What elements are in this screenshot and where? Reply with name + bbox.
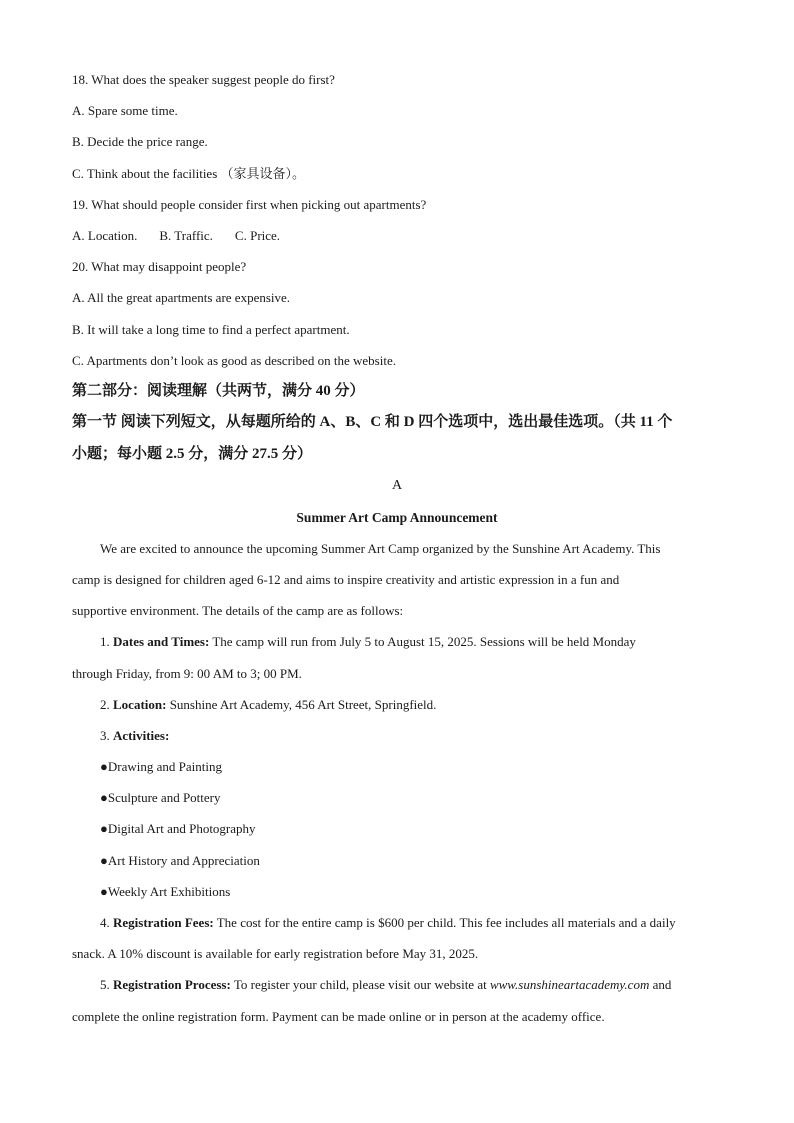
option-20c: C. Apartments don’t look as good as described on the website. bbox=[72, 352, 396, 368]
item-fees-line-1 bbox=[72, 907, 722, 938]
intro-line-1: We are excited to announce the upcoming Summer Art Camp organized by the Sunshine Art Academy. This bbox=[100, 540, 661, 556]
section1-instructions-line2: 小题；每小题 2.5 分，满分 27.5 分） bbox=[72, 445, 313, 462]
item-number: 2. bbox=[100, 696, 113, 712]
option-20a: A. All the great apartments are expensive. bbox=[72, 290, 291, 306]
item-activities bbox=[72, 720, 722, 751]
option-19b: B. Traffic. bbox=[159, 227, 213, 243]
passage-letter: A bbox=[391, 478, 403, 494]
item-process-line-2: complete the online registration form. Payment can be made online or in person at the academy office. bbox=[72, 1008, 605, 1024]
question-19: 19. What should people consider first when picking out apartments? bbox=[72, 196, 427, 212]
option-18b: B. Decide the price range. bbox=[72, 134, 208, 150]
item-text: The cost for the entire camp is $600 per child. This fee includes all materials and a daily bbox=[213, 915, 676, 930]
item-text: and bbox=[649, 977, 672, 993]
item-text: To register your child, please visit our website at bbox=[230, 977, 490, 993]
item-number: 4. bbox=[100, 915, 113, 930]
section1-instructions-line1: 第一节 阅读下列短文，从每题所给的 A、B、C 和 D 四个选项中，选出最佳选项。（共 11 个 bbox=[72, 414, 673, 431]
activity-item: ●Sculpture and Pottery bbox=[100, 790, 221, 806]
item-label: Dates and Times: bbox=[113, 634, 210, 650]
activity-item: ●Digital Art and Photography bbox=[100, 821, 256, 837]
activity-item: ●Art History and Appreciation bbox=[100, 852, 260, 868]
item-label: Registration Process: bbox=[113, 977, 231, 993]
item-label: Location: bbox=[113, 696, 167, 712]
option-19a: A. Location. bbox=[72, 227, 138, 243]
item-label: Registration Fees: bbox=[113, 915, 214, 930]
intro-line-2: camp is designed for children aged 6-12 and aims to inspire creativity and artistic expression in a fun and bbox=[72, 571, 620, 587]
question-20: 20. What may disappoint people? bbox=[72, 259, 247, 275]
part2-heading: 第二部分：阅读理解（共两节，满分 40 分） bbox=[72, 382, 365, 399]
document-page bbox=[72, 64, 722, 1032]
options-19 bbox=[72, 220, 722, 251]
item-location bbox=[72, 689, 722, 720]
item-text: The camp will run from July 5 to August 15, 2025. Sessions will be held Monday bbox=[209, 634, 636, 650]
intro-line-3: supportive environment. The details of the camp are as follows: bbox=[72, 603, 404, 619]
option-18a: A. Spare some time. bbox=[72, 103, 178, 119]
question-18: 18. What does the speaker suggest people do first? bbox=[72, 72, 335, 87]
item-number: 5. bbox=[100, 977, 113, 993]
website-link[interactable]: www.sunshineartacademy.com bbox=[489, 977, 650, 993]
item-process-line-1 bbox=[72, 969, 722, 1000]
option-18c: C. Think about the facilities （家具设备）。 bbox=[72, 165, 306, 181]
item-label: Activities: bbox=[113, 727, 170, 743]
option-19c: C. Price. bbox=[234, 227, 281, 243]
item-fees-line-2: snack. A 10% discount is available for early registration before May 31, 2025. bbox=[72, 946, 479, 962]
item-dates-line-2: through Friday, from 9: 00 AM to 3; 00 PM. bbox=[72, 665, 302, 681]
item-number: 3. bbox=[100, 727, 113, 743]
passage-title: Summer Art Camp Announcement bbox=[296, 509, 498, 525]
activity-item: ●Weekly Art Exhibitions bbox=[100, 883, 231, 899]
item-dates-line-1 bbox=[72, 626, 722, 657]
activity-item: ●Drawing and Painting bbox=[100, 759, 222, 775]
item-text: Sunshine Art Academy, 456 Art Street, Springfield. bbox=[166, 696, 437, 712]
item-number: 1. bbox=[100, 634, 113, 650]
option-20b: B. It will take a long time to find a perfect apartment. bbox=[72, 321, 350, 337]
